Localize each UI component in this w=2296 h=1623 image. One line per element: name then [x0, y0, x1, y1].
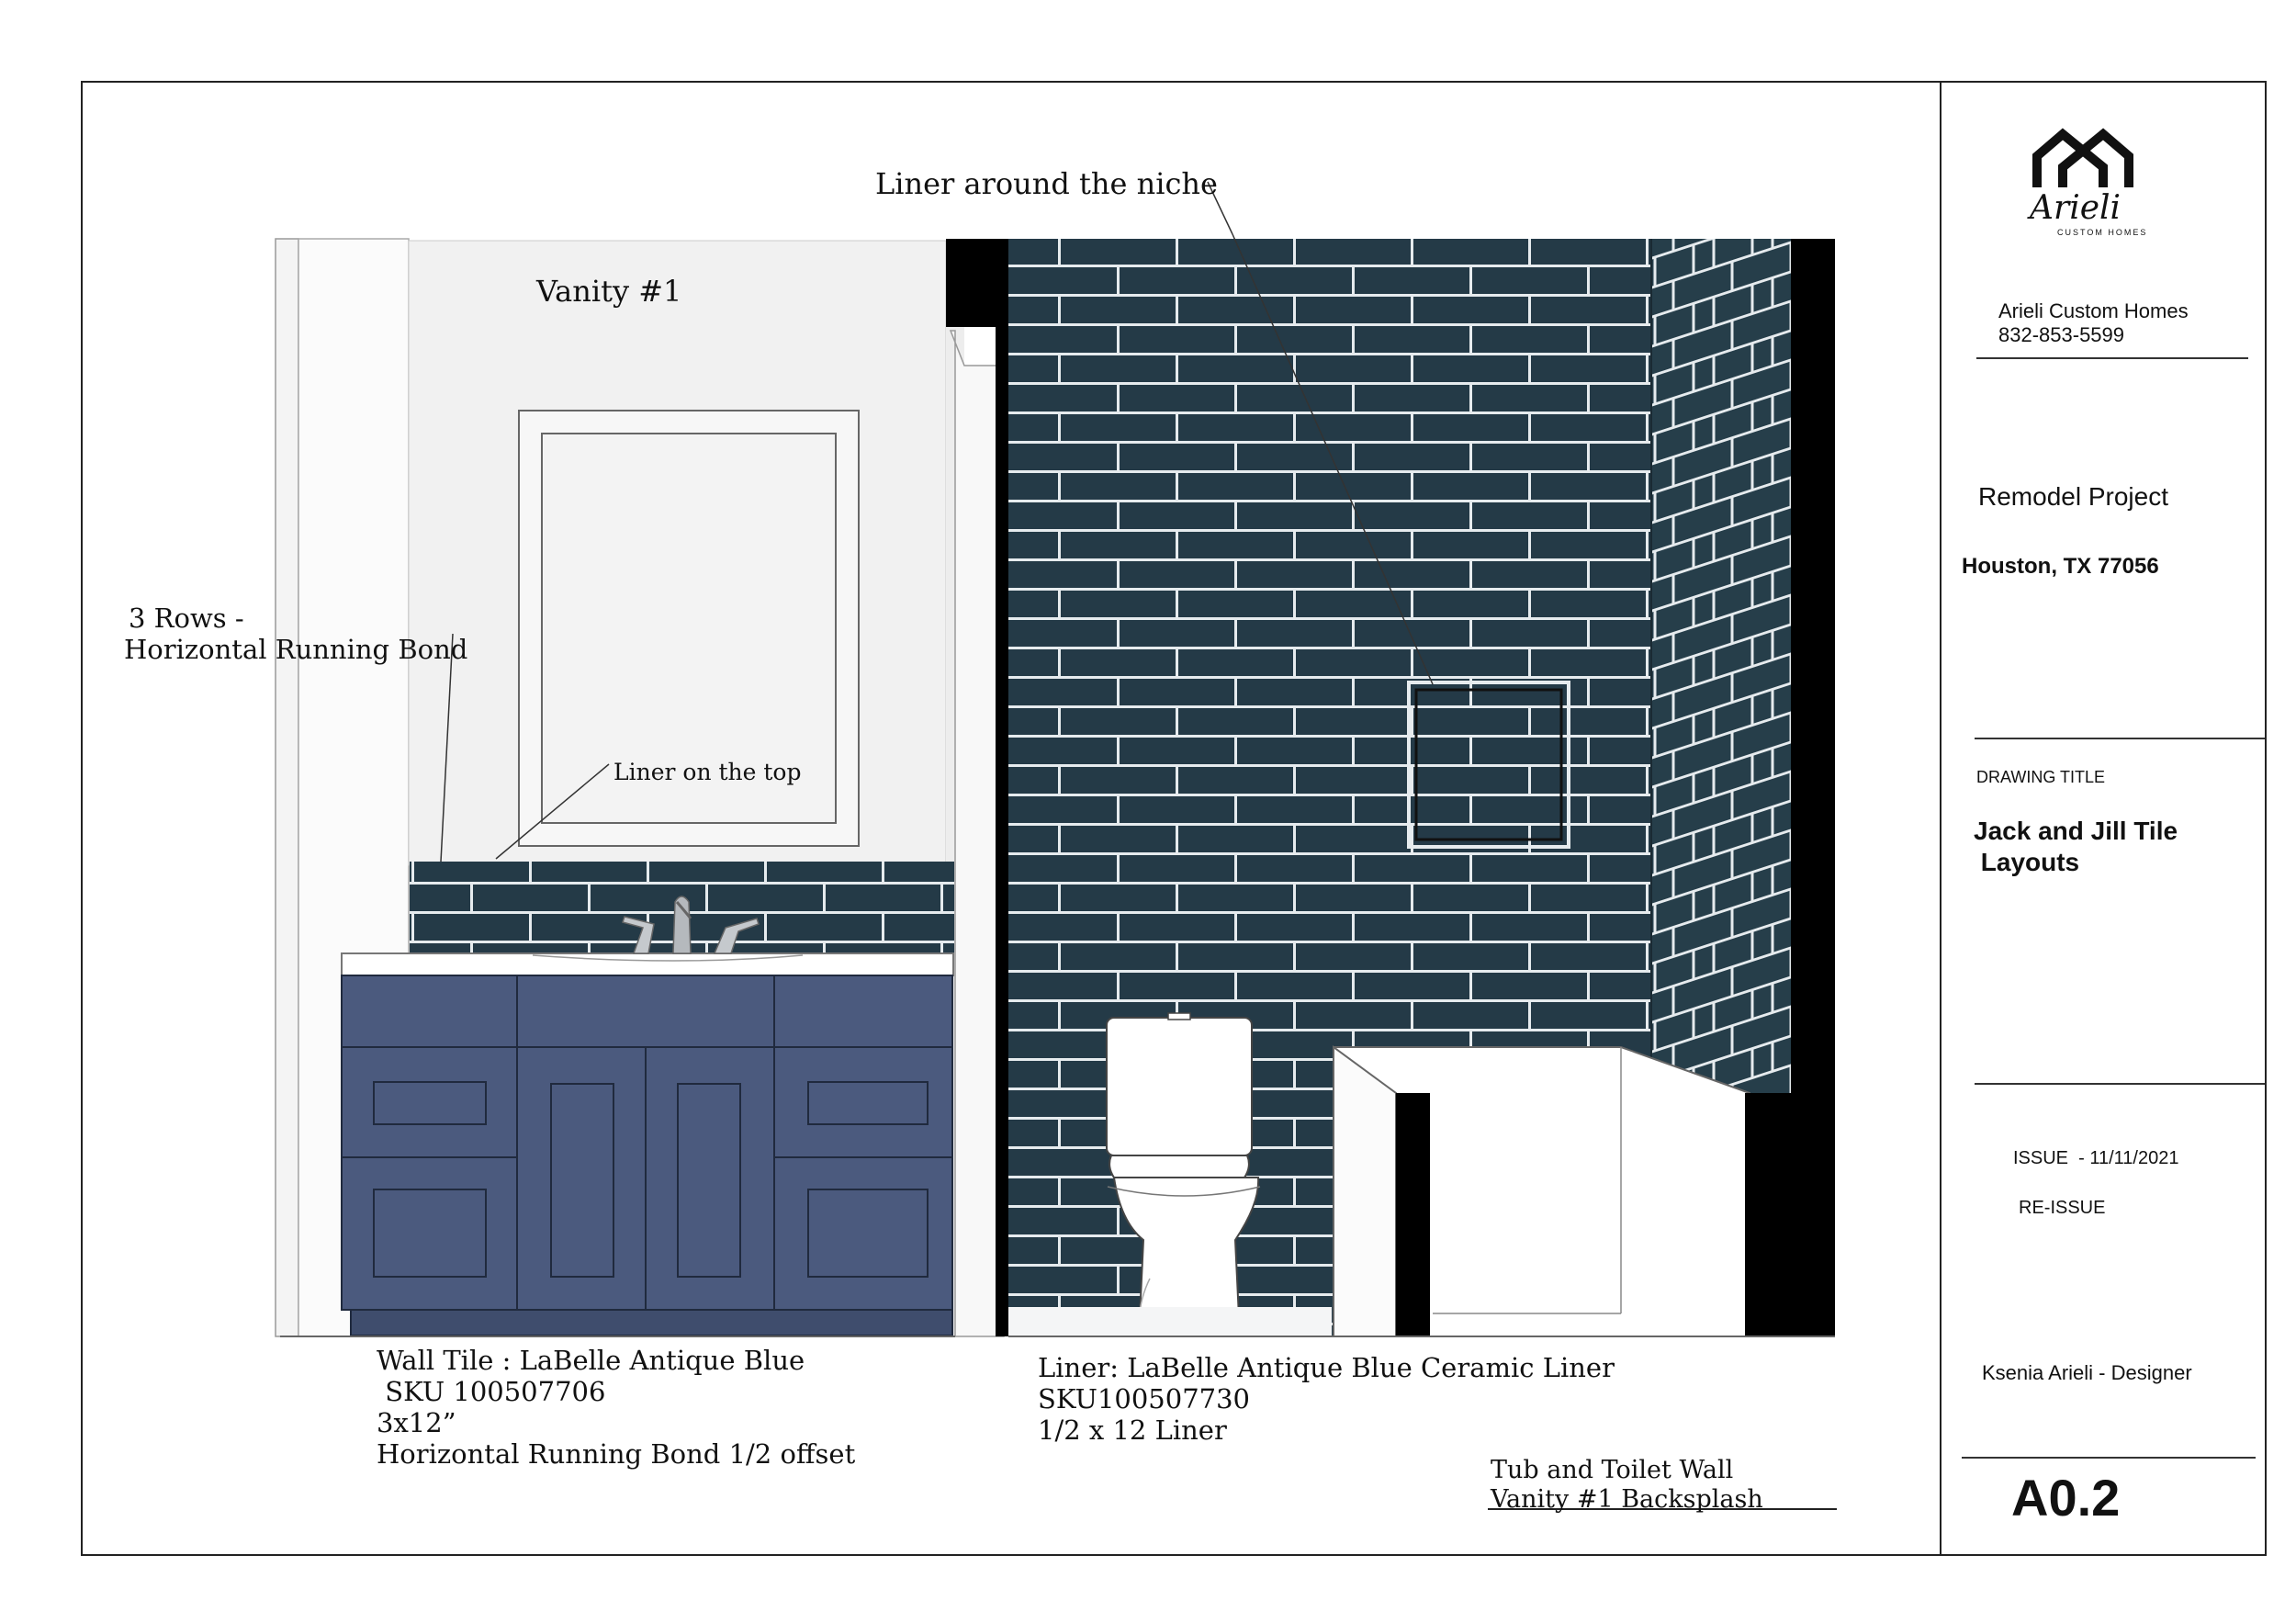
vanity-cabinet — [342, 975, 952, 1336]
tub-toilet-elevation — [1008, 239, 1835, 1336]
drawing-title — [1974, 816, 2178, 878]
wall-tile-spec-line: SKU 100507706 — [377, 1376, 606, 1407]
wall-tile-spec-line: 3x12” — [377, 1407, 456, 1438]
designer: Ksenia Arieli - Designer — [1982, 1361, 2192, 1384]
liner-spec-line: 1/2 x 12 Liner — [1038, 1414, 1227, 1446]
project-name: Remodel Project — [1978, 482, 2168, 511]
vanity-title: Vanity #1 — [536, 274, 682, 309]
wall-tile-spec-line: Wall Tile : LaBelle Antique Blue — [377, 1345, 805, 1376]
company-name: Arieli Custom Homes — [1998, 299, 2189, 322]
wall-tile-spec-line: Horizontal Running Bond 1/2 offset — [377, 1438, 856, 1470]
liner-spec — [1038, 1352, 1615, 1446]
view-label-tub-toilet: Tub and Toilet Wall — [1491, 1456, 1734, 1484]
rule — [1975, 738, 2265, 739]
view-label-backsplash: Vanity #1 Backsplash — [1491, 1485, 1763, 1514]
niche — [1416, 690, 1561, 840]
logo-subtitle: CUSTOM HOMES — [2057, 228, 2148, 237]
niche-liner-note: Liner around the niche — [875, 166, 1218, 201]
wall-tile-spec — [377, 1345, 855, 1470]
sheet-number: A0.2 — [2011, 1469, 2121, 1527]
liner-top-note: Liner on the top — [613, 759, 802, 785]
drawing-title-label: DRAWING TITLE — [1976, 768, 2106, 786]
issue-date: ISSUE - 11/11/2021 — [2013, 1148, 2179, 1168]
rule — [1976, 357, 2248, 359]
rows-note-line-2: Horizontal Running Bond — [124, 634, 468, 665]
bathtub — [1334, 1047, 1791, 1336]
countertop — [342, 953, 953, 975]
reissue: RE-ISSUE — [2019, 1198, 2106, 1218]
rows-note-line-1: 3 Rows - — [129, 603, 244, 634]
liner-spec-line: SKU100507730 — [1038, 1383, 1250, 1414]
liner-spec-line: Liner: LaBelle Antique Blue Ceramic Liner — [1038, 1352, 1615, 1383]
rule — [1962, 1457, 2256, 1459]
title-block — [1941, 81, 2265, 1556]
company-phone: 832-853-5599 — [1998, 323, 2125, 346]
logo-word: Arieli — [2030, 189, 2122, 227]
project-location: Houston, TX 77056 — [1962, 554, 2159, 579]
drawing-title-line: Jack and Jill Tile — [1974, 817, 2178, 845]
view-labels — [1491, 1456, 1763, 1515]
drawing-title-line: Layouts — [1974, 848, 2080, 876]
rule — [1975, 1083, 2265, 1085]
